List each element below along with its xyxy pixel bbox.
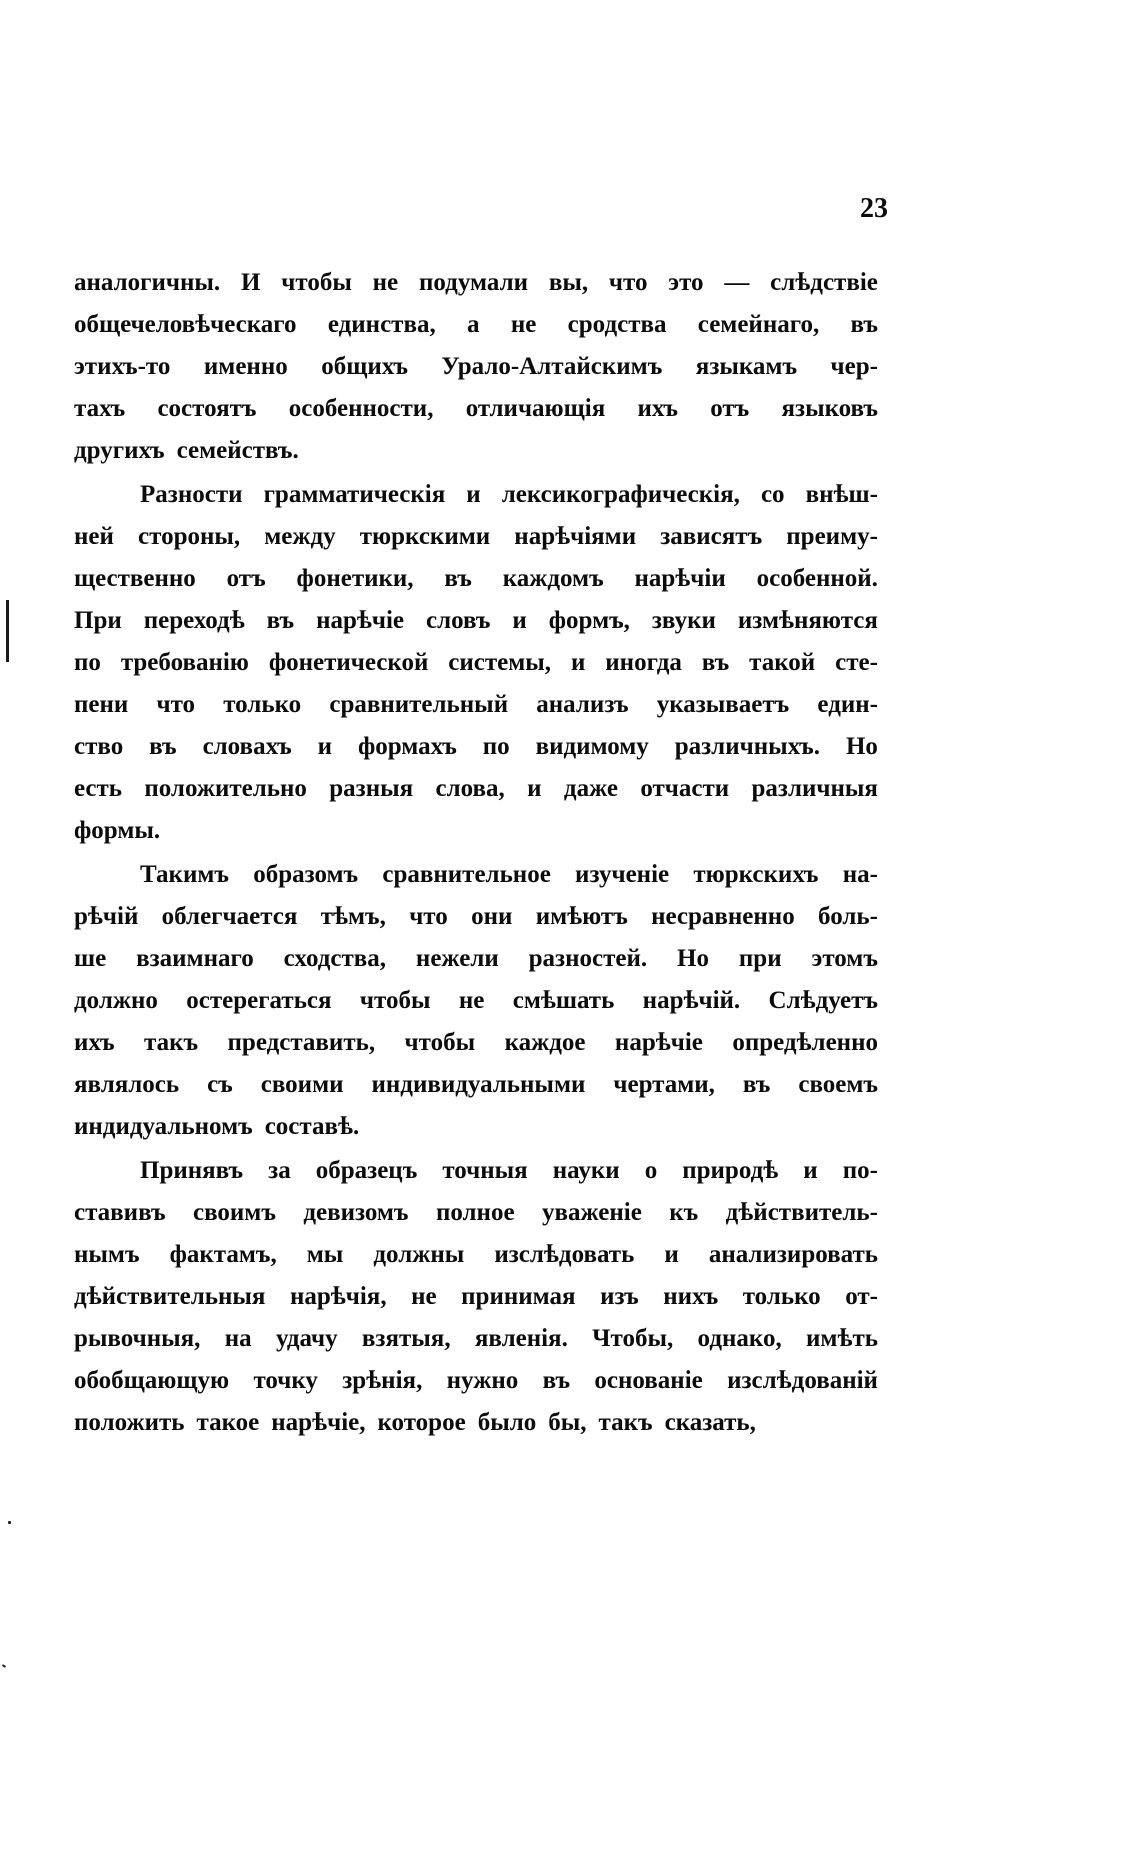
text-line: индидуальномъ составѣ. [74,1113,360,1140]
paragraph [74,1150,878,1444]
text-line: аналогичны. И чтобы не подумали вы, что это — слѣдствіе [74,269,878,296]
text-line: пени что только сравнительный анализъ указываетъ един- [74,691,878,718]
page-number: 23 [860,193,888,224]
text-line: рѣчій облегчается тѣмъ, что они имѣютъ несравненно боль- [74,903,878,930]
text-line: должно остерегаться чтобы не смѣшать нарѣчій. Слѣдуетъ [74,987,878,1014]
scan-speck [8,1521,11,1524]
body-text [74,262,878,1446]
text-line: другихъ семействъ. [74,437,299,464]
text-line: общечеловѣческаго единства, а не сродства семейнаго, въ [74,311,878,338]
margin-mark [6,600,9,662]
text-line: нымъ фактамъ, мы должны изслѣдовать и анализировать [74,1241,878,1268]
text-line: Принявъ за образецъ точныя науки о природѣ и по- [140,1157,878,1184]
text-line: При переходѣ въ нарѣчіе словъ и формъ, звуки измѣняются [74,607,878,634]
text-line: Разности грамматическія и лексикографическія, со внѣш- [140,481,878,508]
text-line: тахъ состоятъ особенности, отличающія ихъ отъ языковъ [74,395,878,422]
text-line: положить такое нарѣчіе, которое было бы, такъ сказать, [74,1409,756,1436]
text-line: ихъ такъ представить, чтобы каждое нарѣчіе опредѣленно [74,1029,878,1056]
text-line: дѣйствительныя нарѣчія, не принимая изъ нихъ только от- [74,1283,878,1310]
paragraph [74,262,878,472]
text-line: этихъ-то именно общихъ Урало-Алтайскимъ языкамъ чер- [74,353,878,380]
text-line: ней стороны, между тюркскими нарѣчіями зависятъ преиму- [74,523,878,550]
text-line: обобщающую точку зрѣнія, нужно въ основаніе изслѣдованій [74,1367,878,1394]
text-line: рывочныя, на удачу взятыя, явленія. Чтобы, однако, имѣть [74,1325,878,1352]
text-line: формы. [74,817,161,844]
paragraph [74,854,878,1148]
text-line: ство въ словахъ и формахъ по видимому различныхъ. Но [74,733,878,760]
scan-speck [2,1664,6,1668]
text-line: являлось съ своими индивидуальными чертами, въ своемъ [74,1071,878,1098]
paragraph [74,474,878,852]
text-line: есть положительно разныя слова, и даже отчасти различныя [74,775,878,802]
text-line: Такимъ образомъ сравнительное изученіе тюркскихъ на- [140,861,878,888]
text-line: по требованію фонетической системы, и иногда въ такой сте- [74,649,878,676]
text-line: щественно отъ фонетики, въ каждомъ нарѣчіи особенной. [74,565,878,592]
text-line: ставивъ своимъ девизомъ полное уваженіе къ дѣйствитель- [74,1199,878,1226]
text-line: ше взаимнаго сходства, нежели разностей. Но при этомъ [74,945,878,972]
